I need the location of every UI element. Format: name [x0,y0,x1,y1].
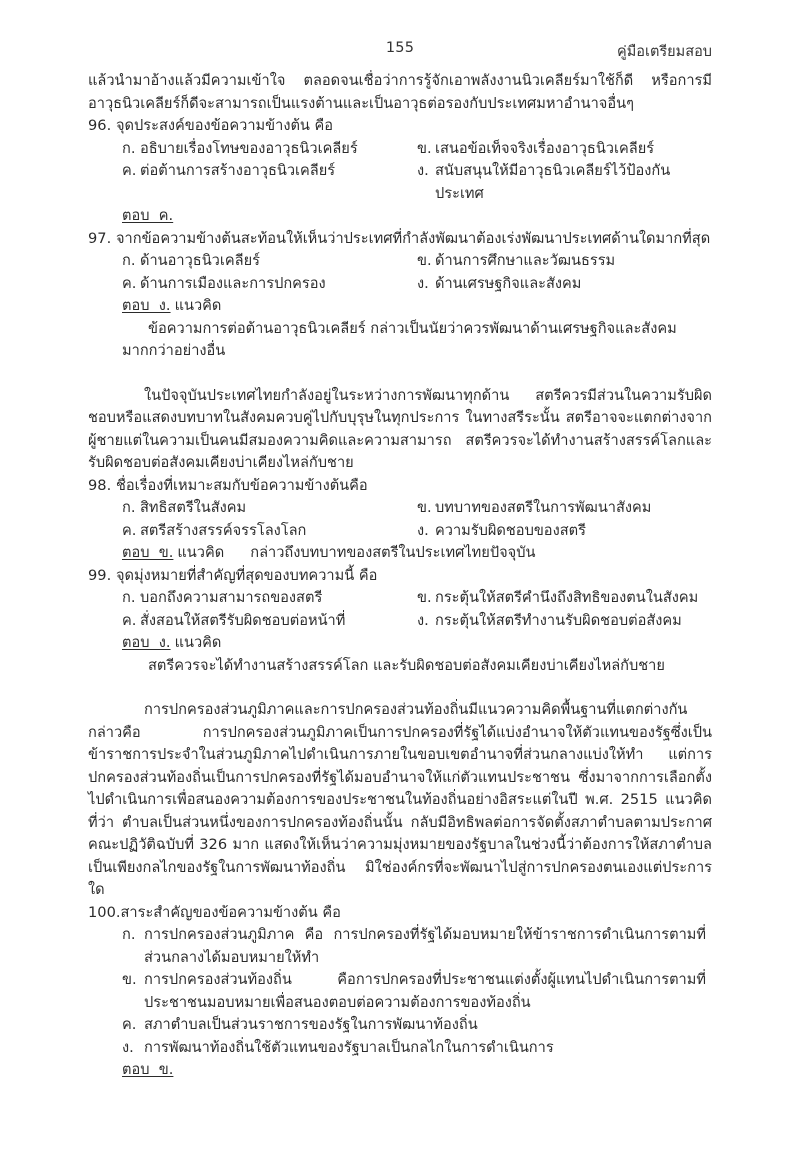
answer-inline [122,632,712,677]
choice-a[interactable] [122,924,712,969]
answer-line [122,542,712,565]
choice-d[interactable] [417,273,712,296]
choice-d[interactable] [417,520,712,543]
question-100 [88,902,712,1082]
question-96 [88,115,712,228]
choice-text: สิทธิสตรีในสังคม [140,499,247,516]
intro-paragraph: แล้วนำมาอ้างแล้วมีความเข้าใจ ตลอดจนเชื่อว่าการรู้จักเอาพลังงานนิวเคลียร์มาใช้ก็ดี หรือการมีอาวุธนิวเคลียร์ก็ดีจะสามารถเป็นแรงต้านและเป็นอาวุธต่อรองกับประเทศมหาอำนาจอื่นๆ [88,72,712,112]
choice-letter: ค. [122,274,137,292]
page-number: 155 [385,40,415,56]
answer-key: ตอบ ข. [122,544,174,561]
choice-a[interactable] [122,497,417,520]
choice-letter: ง. [417,611,429,629]
question-stem [88,228,712,251]
concept-label: แนวคิด [177,544,225,561]
choice-text: สภาตำบลเป็นส่วนราชการของรัฐในการพัฒนาท้องถิ่น [144,1016,478,1033]
choice-b[interactable] [417,250,712,273]
choice-c[interactable] [122,520,417,543]
question-text: จากข้อความข้างต้นสะท้อนให้เห็นว่าประเทศที่กำลังพัฒนาต้องเร่งพัฒนาประเทศด้านใดมากที่สุด [116,229,711,247]
choice-text: ต่อต้านการสร้างอาวุธนิวเคลียร์ [140,162,336,179]
choice-group [122,924,712,1059]
choice-text: บทบาทของสตรีในการพัฒนาสังคม [435,499,652,516]
choice-letter: ง. [417,162,429,179]
choice-letter: ข. [122,971,137,988]
choice-c[interactable] [122,160,417,205]
choice-a[interactable] [122,587,417,610]
passage-three: การปกครองส่วนภูมิภาคและการปกครองส่วนท้องถิ่นมีแนวความคิดพื้นฐานที่แตกต่างกัน กล่าวคือ การปกครองส่วนภูมิภาคเป็นการปกครองที่รัฐได้แบ่งอำนาจให้ตัวแทนของรัฐซึ่งเป็นข้าราชการประจำในส่วนภูมิภาคไปดำเนินการภายในขอบเขตอำนาจที่ส่วนกลางแบ่งให้ทำ แต่การปกครองส่วนท้องถิ่นเป็นการปกครองที่รัฐได้มอบอำนาจให้แก่ตัวแทนประชาชน ซึ่งมาจากการเลือกตั้งไปดำเนินการเพื่อสนองความต้องการของประชาชนในท้องถิ่นอย่างอิสระแต่ในปี พ.ศ. 2515 แนวคิดที่ว่า ตำบลเป็นส่วนหนึ่งของการปกครองท้องถิ่นนั้น กลับมีอิทธิพลต่อการจัดตั้งสภาตำบลตามประกาศคณะปฏิวัติฉบับที่ 326 มาก แสดงให้เห็นว่าความมุ่งหมายของรัฐบาลในช่วงนี้ว่าต้องการให้สภาตำบลเป็นเพียงกลไกของรัฐในการพัฒนาท้องถิ่น มิใช่องค์กรที่จะพัฒนาไปสู่การปกครองตนเองแต่ประการใด [88,701,712,898]
choice-c[interactable] [122,610,417,633]
answer-inline [122,295,712,340]
choice-letter: ก. [122,139,136,157]
header-title: คู่มือเตรียมสอบ [617,44,712,60]
choice-text: การปกครองส่วนภูมิภาค คือ การปกครองที่รัฐได้มอบหมายให้ข้าราชการดำเนินการตามที่ส่วนกลางได้มอบหมายให้ทำ [144,926,706,966]
choice-text: สตรีสร้างสรรค์จรรโลงโลก [140,521,307,539]
choice-letter: ก. [122,252,136,269]
answer-key: ตอบ ค. [122,207,174,224]
question-text: จุดมุ่งหมายที่สำคัญที่สุดของบทความนี้ คือ [116,566,378,584]
choice-letter: ค. [122,1016,137,1033]
concept-overflow: มากกว่าอย่างอื่น [122,342,226,359]
choice-letter: ก. [122,499,136,516]
document-page [0,40,800,1172]
choice-text: เสนอข้อเท็จจริงเรื่องอาวุธนิวเคลียร์ [435,139,655,157]
question-text: จุดประสงค์ของข้อความข้างต้น คือ [116,117,334,134]
choice-a[interactable] [122,138,417,161]
concept-text: กล่าวถึงบทบาทของสตรีในประเทศไทยปัจจุบัน [250,544,536,561]
question-stem [88,115,712,138]
choice-d[interactable] [122,1037,712,1060]
choice-letter: ข. [417,499,432,516]
question-number: 96. [88,117,112,134]
choice-group [122,587,712,632]
question-number: 99. [88,566,112,584]
choice-text: ความรับผิดชอบของสตรี [435,521,586,539]
choice-d[interactable] [417,610,712,633]
choice-b[interactable] [417,497,712,520]
question-text: ชื่อเรื่องที่เหมาะสมกับข้อความข้างต้นคือ [116,476,368,494]
choice-group [122,250,712,295]
answer-line [122,295,712,340]
choice-d[interactable] [417,160,712,205]
choice-text: ด้านเศรษฐกิจและสังคม [435,274,582,292]
choice-letter: ก. [122,926,136,943]
choice-text: การพัฒนาท้องถิ่นใช้ตัวแทนของรัฐบาลเป็นกลไกในการดำเนินการ [144,1038,554,1056]
choice-letter: ง. [417,274,429,292]
choice-c[interactable] [122,273,417,296]
question-stem [88,902,712,925]
concept-text: ข้อความการต่อต้านอาวุธนิวเคลียร์ กล่าวเป็นนัยว่าควรพัฒนาด้านเศรษฐกิจและสังคม [148,319,677,337]
answer-key: ตอบ ง. [122,297,171,314]
concept-label: แนวคิด [174,297,222,314]
question-98 [88,475,712,565]
document-body [88,70,712,1082]
choice-text: กระตุ้นให้สตรีทำงานรับผิดชอบต่อสังคม [435,611,682,629]
choice-c[interactable] [122,1014,712,1037]
question-99 [88,565,712,678]
choice-group [122,497,712,542]
concept-label: แนวคิด [174,634,222,651]
choice-letter: ค. [122,521,137,539]
answer-key: ตอบ ง. [122,634,171,651]
choice-text: อธิบายเรื่องโทษของอาวุธนิวเคลียร์ [140,139,358,157]
choice-text: การปกครองส่วนท้องถิ่น คือการปกครองที่ประชาชนแต่งตั้งผู้แทนไปดำเนินการตามที่ประชาชนมอบหมายเพื่อสนองตอบต่อความต้องการของท้องถิ่น [144,971,706,1011]
choice-letter: ง. [122,1038,134,1056]
choice-letter: ก. [122,589,136,606]
question-stem [88,475,712,498]
choice-text: ด้านการเมืองและการปกครอง [140,274,326,292]
answer-line [122,205,712,228]
choice-a[interactable] [122,250,417,273]
passage-two: ในปัจจุบันประเทศไทยกำลังอยู่ในระหว่างการพัฒนาทุกด้าน สตรีควรมีส่วนในความรับผิดชอบหรือแสดงบทบาทในสังคมควบคู่ไปกับบุรุษในทุกประการ ในทางสรีระนั้น สตรีอาจจะแตกต่างจากผู้ชายแต่ในความเป็นคนมีสมองความคิดและความสามารถ สตรีควรจะได้ทำงานสร้างสรรค์โลกและรับผิดชอบต่อสังคมเคียงบ่าเคียงไหล่กับชาย [88,386,712,471]
page-header [0,40,800,70]
question-number: 98. [88,476,112,494]
question-text: สาระสำคัญของข้อความข้างต้น คือ [120,903,341,921]
question-number: 97. [88,229,112,247]
question-stem [88,565,712,588]
choice-text: บอกถึงความสามารถของสตรี [140,589,323,606]
choice-b[interactable] [417,587,712,610]
choice-group [122,138,712,206]
choice-letter: ข. [417,252,432,269]
choice-text: สั่งสอนให้สตรีรับผิดชอบต่อหน้าที่ [140,611,346,629]
choice-text: ด้านอาวุธนิวเคลียร์ [140,252,260,269]
question-97 [88,228,712,363]
choice-text: ด้านการศึกษาและวัฒนธรรม [435,252,616,269]
choice-letter: ค. [122,162,137,179]
choice-letter: ง. [417,521,429,539]
choice-b[interactable] [417,138,712,161]
choice-b[interactable] [122,969,712,1014]
answer-key: ตอบ ข. [122,1061,174,1078]
answer-line [122,1059,712,1082]
concept-text: สตรีควรจะได้ทำงานสร้างสรรค์โลก และรับผิดชอบต่อสังคมเคียงบ่าเคียงไหล่กับชาย [148,656,665,674]
choice-text: สนับสนุนให้มีอาวุธนิวเคลียร์ไว้ป้องกันประเทศ [435,162,671,202]
choice-letter: ข. [417,139,432,157]
answer-inline [122,542,712,565]
choice-letter: ค. [122,611,137,629]
answer-line [122,632,712,677]
choice-text: กระตุ้นให้สตรีคำนึงถึงสิทธิของตนในสังคม [435,589,699,606]
choice-letter: ข. [417,589,432,606]
question-number: 100. [88,903,121,921]
